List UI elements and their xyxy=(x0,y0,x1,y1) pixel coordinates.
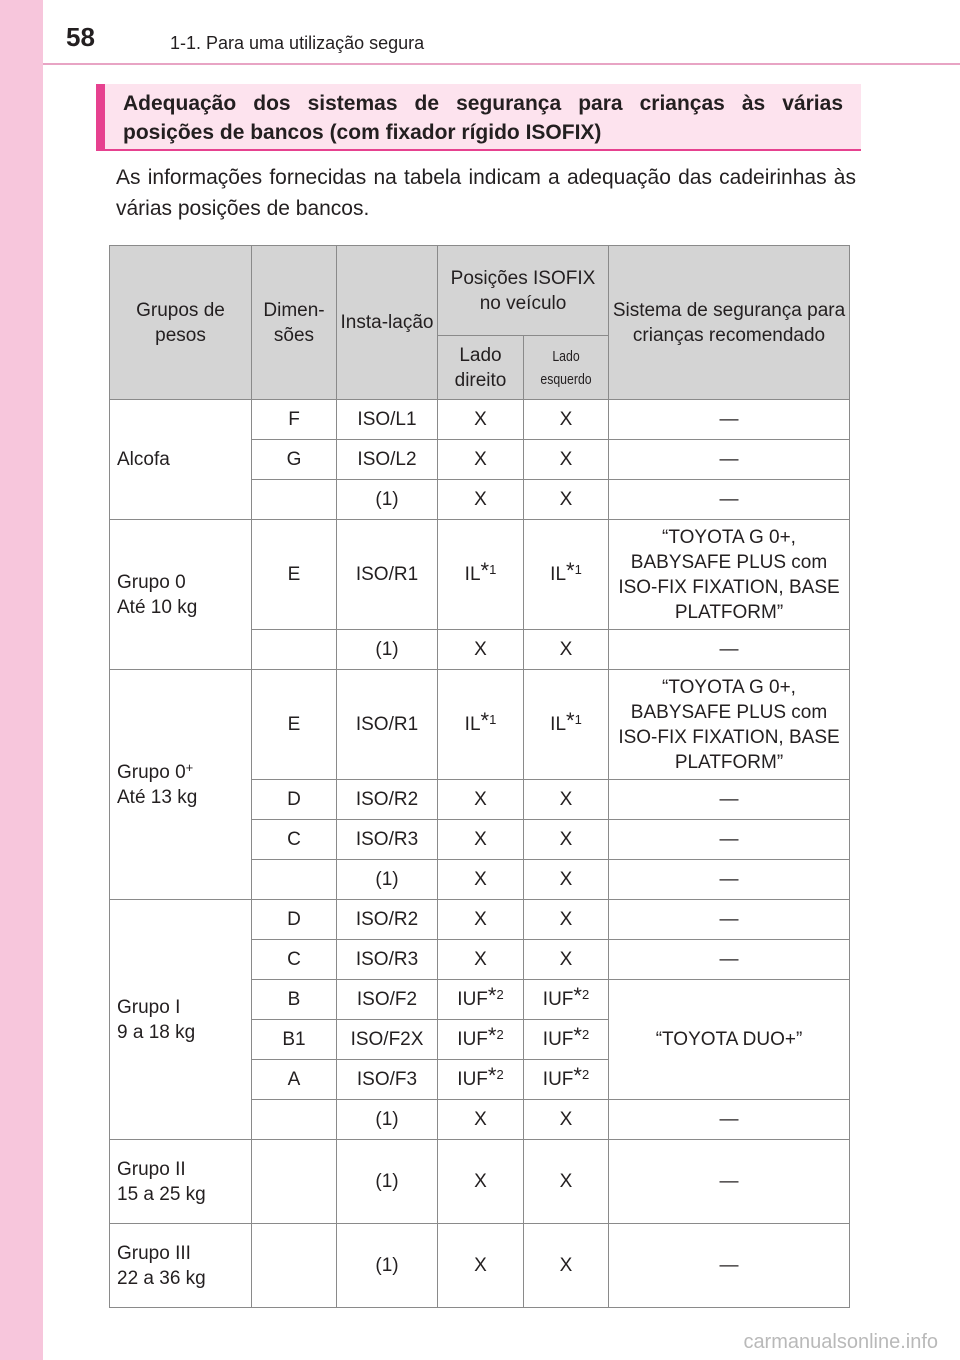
recommended-cell: — xyxy=(609,820,850,860)
group-1 xyxy=(110,900,252,1140)
footnote-number: 1 xyxy=(489,562,497,577)
il-text: IL xyxy=(464,564,481,585)
iuf-text: IUF xyxy=(542,1069,574,1090)
right-cell: X xyxy=(438,440,524,480)
group-0-plus-weight: Até 13 kg xyxy=(117,786,198,808)
group-0-plus-sup: + xyxy=(185,759,194,775)
footnote-star: * xyxy=(487,1023,497,1048)
recommended-cell: — xyxy=(609,440,850,480)
footnote-star: * xyxy=(566,558,575,583)
footnote-number: 2 xyxy=(496,1027,504,1042)
left-cell xyxy=(524,1020,609,1060)
size-cell xyxy=(252,1224,337,1308)
right-cell: X xyxy=(438,940,524,980)
right-cell: X xyxy=(438,780,524,820)
size-cell: B1 xyxy=(252,1020,337,1060)
right-cell: X xyxy=(438,860,524,900)
left-cell: X xyxy=(524,1224,609,1308)
footnote-star: * xyxy=(487,983,497,1008)
group-2-name: Grupo II xyxy=(117,1158,186,1180)
left-cell: X xyxy=(524,820,609,860)
header-left-side xyxy=(524,336,609,400)
right-cell xyxy=(438,980,524,1020)
size-cell xyxy=(252,1140,337,1224)
left-cell xyxy=(524,520,609,630)
footnote-star: * xyxy=(573,983,582,1008)
footnote-number: 1 xyxy=(574,712,582,727)
left-cell: X xyxy=(524,400,609,440)
left-cell: X xyxy=(524,860,609,900)
header-right-side: Lado direito xyxy=(438,336,524,400)
group-3 xyxy=(110,1224,252,1308)
right-cell xyxy=(438,520,524,630)
install-cell: ISO/L1 xyxy=(337,400,438,440)
right-cell: X xyxy=(438,630,524,670)
right-cell: X xyxy=(438,400,524,440)
recommended-cell: “TOYOTA G 0+, BABYSAFE PLUS com ISO-FIX FIXATION, BASE PLATFORM” xyxy=(609,670,850,780)
install-cell: (1) xyxy=(337,860,438,900)
footnote-number: 2 xyxy=(496,1067,504,1082)
install-cell: ISO/R2 xyxy=(337,900,438,940)
footnote-star: * xyxy=(566,708,575,733)
isofix-suitability-table xyxy=(109,245,850,1308)
header-weight-group: Grupos de pesos xyxy=(110,246,252,400)
iuf-text: IUF xyxy=(542,989,574,1010)
table-row xyxy=(110,900,850,940)
section-title-box xyxy=(96,84,861,151)
recommended-cell: “TOYOTA G 0+, BABYSAFE PLUS com ISO-FIX FIXATION, BASE PLATFORM” xyxy=(609,520,850,630)
il-text: IL xyxy=(464,714,481,735)
header-installation: Insta-lação xyxy=(337,246,438,400)
table-row xyxy=(110,400,850,440)
left-color-band xyxy=(0,0,43,1360)
group-2-weight: 15 a 25 kg xyxy=(117,1183,206,1205)
il-text: IL xyxy=(550,714,567,735)
header-isofix-positions: Posições ISOFIX no veículo xyxy=(438,246,609,336)
recommended-cell: — xyxy=(609,400,850,440)
recommended-cell: — xyxy=(609,940,850,980)
table-row xyxy=(110,1140,850,1224)
footnote-star: * xyxy=(573,1063,582,1088)
group-2 xyxy=(110,1140,252,1224)
group-alcofa: Alcofa xyxy=(110,400,252,520)
install-cell: ISO/R1 xyxy=(337,520,438,630)
group-1-weight: 9 a 18 kg xyxy=(117,1021,196,1043)
size-cell: C xyxy=(252,820,337,860)
recommended-cell: — xyxy=(609,1224,850,1308)
recommended-cell: — xyxy=(609,860,850,900)
iuf-text: IUF xyxy=(457,1029,488,1050)
section-header: 1-1. Para uma utilização segura xyxy=(170,33,425,53)
right-cell: X xyxy=(438,480,524,520)
recommended-cell: — xyxy=(609,900,850,940)
install-cell: ISO/F2 xyxy=(337,980,438,1020)
table-row xyxy=(110,520,850,630)
iuf-text: IUF xyxy=(542,1029,574,1050)
il-text: IL xyxy=(550,564,567,585)
footnote-star: * xyxy=(480,558,490,583)
right-cell xyxy=(438,1060,524,1100)
group-3-weight: 22 a 36 kg xyxy=(117,1267,206,1289)
left-cell: X xyxy=(524,940,609,980)
footnote-star: * xyxy=(487,1063,497,1088)
iuf-text: IUF xyxy=(457,1069,488,1090)
group-3-name: Grupo III xyxy=(117,1242,191,1264)
install-cell: ISO/R3 xyxy=(337,940,438,980)
header-recommended-system: Sistema de segurança para crianças recomendado xyxy=(609,246,850,400)
recommended-cell: — xyxy=(609,780,850,820)
left-cell xyxy=(524,980,609,1020)
install-cell: ISO/R1 xyxy=(337,670,438,780)
iuf-text: IUF xyxy=(457,989,488,1010)
page-number: 58 xyxy=(66,22,95,52)
install-cell: (1) xyxy=(337,480,438,520)
install-cell: (1) xyxy=(337,1224,438,1308)
size-cell xyxy=(252,480,337,520)
install-cell: (1) xyxy=(337,1100,438,1140)
group-0-plus xyxy=(110,670,252,900)
size-cell: E xyxy=(252,670,337,780)
size-cell xyxy=(252,860,337,900)
left-cell: X xyxy=(524,900,609,940)
footnote-number: 2 xyxy=(581,1027,590,1042)
footnote-star: * xyxy=(573,1023,582,1048)
left-cell: X xyxy=(524,780,609,820)
recommended-cell: — xyxy=(609,1140,850,1224)
install-cell: ISO/L2 xyxy=(337,440,438,480)
size-cell: G xyxy=(252,440,337,480)
section-title: Adequação dos sistemas de segurança para crianças às várias posições de bancos (com fixador rígido ISOFIX) xyxy=(123,92,843,144)
footnote-number: 2 xyxy=(496,987,504,1002)
install-cell: ISO/R2 xyxy=(337,780,438,820)
footnote-number: 2 xyxy=(581,1067,590,1082)
header-rule xyxy=(43,63,960,65)
size-cell: A xyxy=(252,1060,337,1100)
size-cell: D xyxy=(252,900,337,940)
table-row xyxy=(110,1224,850,1308)
right-cell: X xyxy=(438,900,524,940)
left-cell: X xyxy=(524,1100,609,1140)
left-cell xyxy=(524,1060,609,1100)
header-left-side-label: Lado esquerdo xyxy=(540,347,592,388)
footnote-number: 1 xyxy=(574,562,582,577)
left-cell: X xyxy=(524,440,609,480)
right-cell: X xyxy=(438,1224,524,1308)
install-cell: ISO/F2X xyxy=(337,1020,438,1060)
right-cell: X xyxy=(438,820,524,860)
size-cell: E xyxy=(252,520,337,630)
install-cell: ISO/R3 xyxy=(337,820,438,860)
size-cell: B xyxy=(252,980,337,1020)
watermark: carmanualsonline.info xyxy=(743,1331,938,1353)
left-cell: X xyxy=(524,480,609,520)
install-cell: (1) xyxy=(337,1140,438,1224)
install-cell: (1) xyxy=(337,630,438,670)
recommended-cell-duo: “TOYOTA DUO+” xyxy=(609,980,850,1100)
group-0 xyxy=(110,520,252,670)
size-cell xyxy=(252,630,337,670)
right-cell xyxy=(438,670,524,780)
group-0-name: Grupo 0 xyxy=(117,571,186,593)
right-cell xyxy=(438,1020,524,1060)
size-cell xyxy=(252,1100,337,1140)
group-0-weight: Até 10 kg xyxy=(117,596,198,618)
footnote-number: 1 xyxy=(489,712,497,727)
size-cell: C xyxy=(252,940,337,980)
size-cell: D xyxy=(252,780,337,820)
left-cell: X xyxy=(524,630,609,670)
group-1-name: Grupo I xyxy=(117,996,181,1018)
right-cell: X xyxy=(438,1140,524,1224)
install-cell: ISO/F3 xyxy=(337,1060,438,1100)
size-cell: F xyxy=(252,400,337,440)
right-cell: X xyxy=(438,1100,524,1140)
left-cell: X xyxy=(524,1140,609,1224)
footnote-number: 2 xyxy=(581,987,590,1002)
intro-paragraph: As informações fornecidas na tabela indicam a adequação das cadeirinhas às várias posições de bancos. xyxy=(116,166,856,220)
table-row xyxy=(110,670,850,780)
recommended-cell: — xyxy=(609,480,850,520)
recommended-cell: — xyxy=(609,630,850,670)
recommended-cell: — xyxy=(609,1100,850,1140)
left-cell xyxy=(524,670,609,780)
header-size: Dimen-sões xyxy=(252,246,337,400)
footnote-star: * xyxy=(480,708,490,733)
group-0-plus-name: Grupo 0 xyxy=(117,761,186,783)
